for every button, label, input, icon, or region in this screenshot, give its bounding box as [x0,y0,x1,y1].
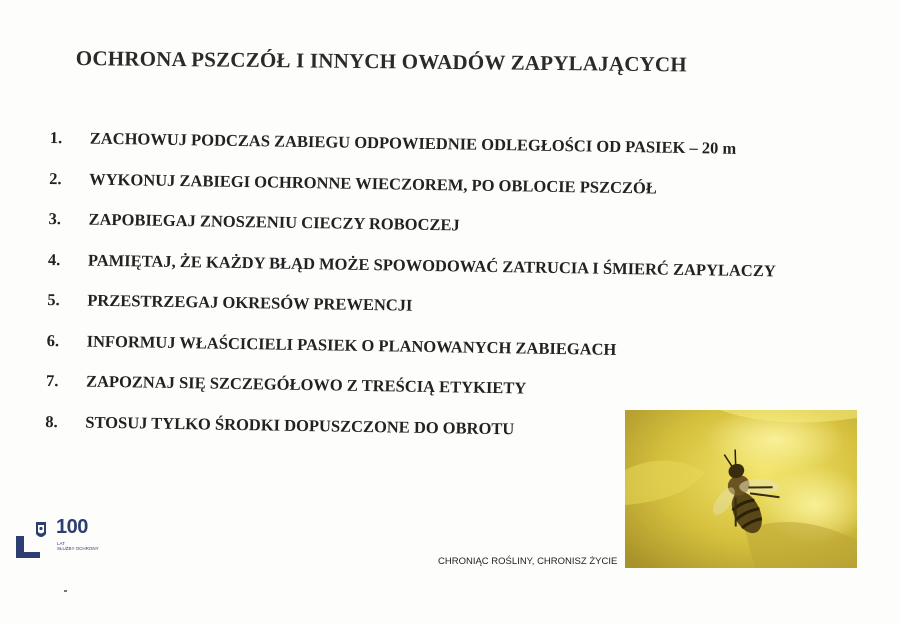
slogan: CHRONIĄC ROŚLINY, CHRONISZ ŻYCIE [438,556,618,567]
logo-subtitle [57,541,99,551]
logo-subtitle-line2: SŁUŻBY OCHRONY [57,546,99,551]
rule-number: 8. [45,411,58,431]
rule-text: ZAPOBIEGAJ ZNOSZENIU CIECZY ROBOCZEJ [88,209,460,235]
bee-photo [625,410,857,568]
eagle-emblem-icon [14,516,56,560]
anniversary-logo [14,516,99,560]
rule-text: INFORMUJ WŁAŚCICIELI PASIEK O PLANOWANYCH ZABIEGACH [86,331,617,359]
rule-text: WYKONUJ ZABIEGI OCHRONNE WIECZOREM, PO OBLOCIE PSZCZÓŁ [89,169,657,198]
rule-number: 2. [49,168,62,188]
rule-text: ZACHOWUJ PODCZAS ZABIEGU ODPOWIEDNIE ODLEGŁOŚCI OD PASIEK – 20 m [89,128,737,158]
rule-number: 3. [48,208,62,229]
scan-speck [64,590,67,592]
logo-number: 100 [56,516,88,538]
rule-text: PAMIĘTAJ, ŻE KAŻDY BŁĄD MOŻE SPOWODOWAĆ ZATRUCIA I ŚMIERĆ ZAPYLACZY [87,250,776,280]
rule-number: 4. [47,249,61,269]
document-title: OCHRONA PSZCZÓŁ I INNYCH OWADÓW ZAPYLAJĄCYCH [75,46,688,77]
rule-text: STOSUJ TYLKO ŚRODKI DOPUSZCZONE DO OBROTU [85,412,515,438]
rule-number: 7. [45,370,59,391]
logo-subtitle-line1: LAT [57,541,65,546]
rule-text: ZAPOZNAJ SIĘ SZCZEGÓŁOWO Z TREŚCIĄ ETYKIETY [85,371,527,398]
rule-number: 5. [47,289,60,310]
rule-number: 1. [49,128,63,148]
rule-text: PRZESTRZEGAJ OKRESÓW PREWENCJI [87,290,413,315]
rule-number: 6. [46,330,60,350]
